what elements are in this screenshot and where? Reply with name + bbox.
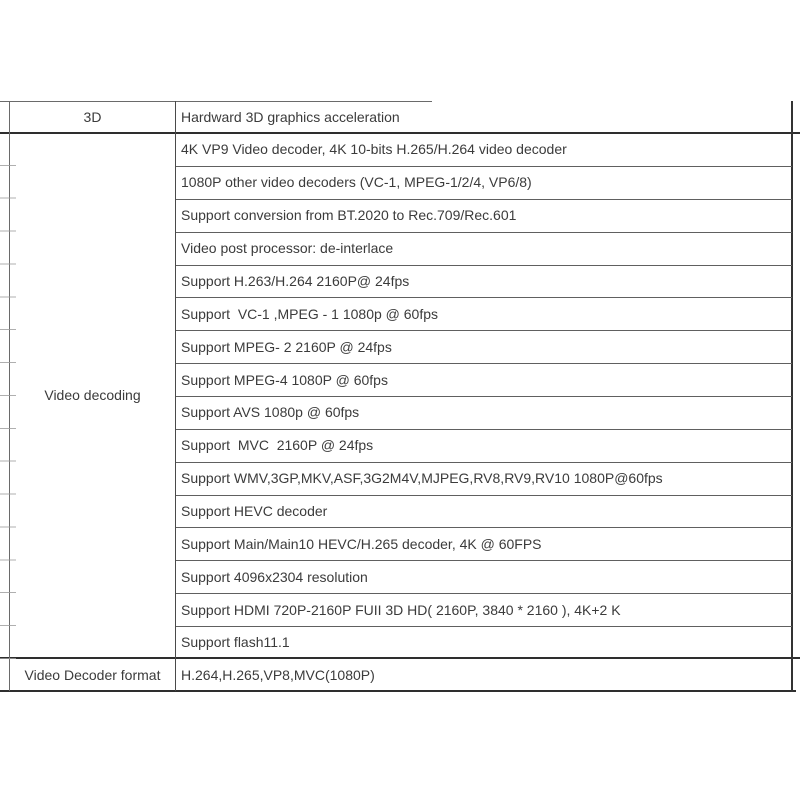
spec-value-decoding: Support flash11.1 [181, 633, 290, 650]
spec-value-decoding: 4K VP9 Video decoder, 4K 10-bits H.265/H.264 video decoder [181, 141, 567, 158]
spec-value-decoding: Support Main/Main10 HEVC/H.265 decoder, 4K @ 60FPS [181, 535, 542, 552]
spec-value-decoding: Support HDMI 720P-2160P FUII 3D HD( 2160P, 3840 * 2160 ), 4K+2 K [181, 601, 621, 618]
row-label-3d: 3D [83, 109, 102, 125]
spec-value-decoding: Video post processor: de-interlace [181, 240, 394, 257]
spec-value-decoding: Support HEVC decoder [181, 503, 328, 520]
spec-value-decoding: Support AVS 1080p @ 60fps [181, 404, 360, 421]
spec-value-decoding: Support 4096x2304 resolution [181, 568, 368, 585]
spec-value-decoding: Support H.263/H.264 2160P@ 24fps [181, 272, 410, 289]
row-label-video-decoding: Video decoding [44, 387, 141, 403]
spec-value-decoding: Support conversion from BT.2020 to Rec.709/Rec.601 [181, 207, 517, 224]
spec-value-decoding: Support VC-1 ,MPEG - 1 1080p @ 60fps [181, 305, 439, 322]
spec-value-decoder-format: H.264,H.265,VP8,MVC(1080P) [181, 666, 375, 683]
spec-value-decoding: Support MPEG- 2 2160P @ 24fps [181, 338, 392, 355]
spec-value-decoding: 1080P other video decoders (VC-1, MPEG-1/2/4, VP6/8) [181, 174, 532, 191]
spec-value-decoding: Support MPEG-4 1080P @ 60fps [181, 371, 388, 388]
spec-value-3d: Hardward 3D graphics acceleration [181, 109, 400, 125]
spec-value-decoding: Support MVC 2160P @ 24fps [181, 437, 374, 454]
row-label-video-decoder-format: Video Decoder format [24, 666, 161, 683]
table-border-bottom [0, 690, 796, 692]
spec-value-decoding: Support WMV,3GP,MKV,ASF,3G2M4V,MJPEG,RV8,RV9,RV10 1080P@60fps [181, 470, 663, 487]
